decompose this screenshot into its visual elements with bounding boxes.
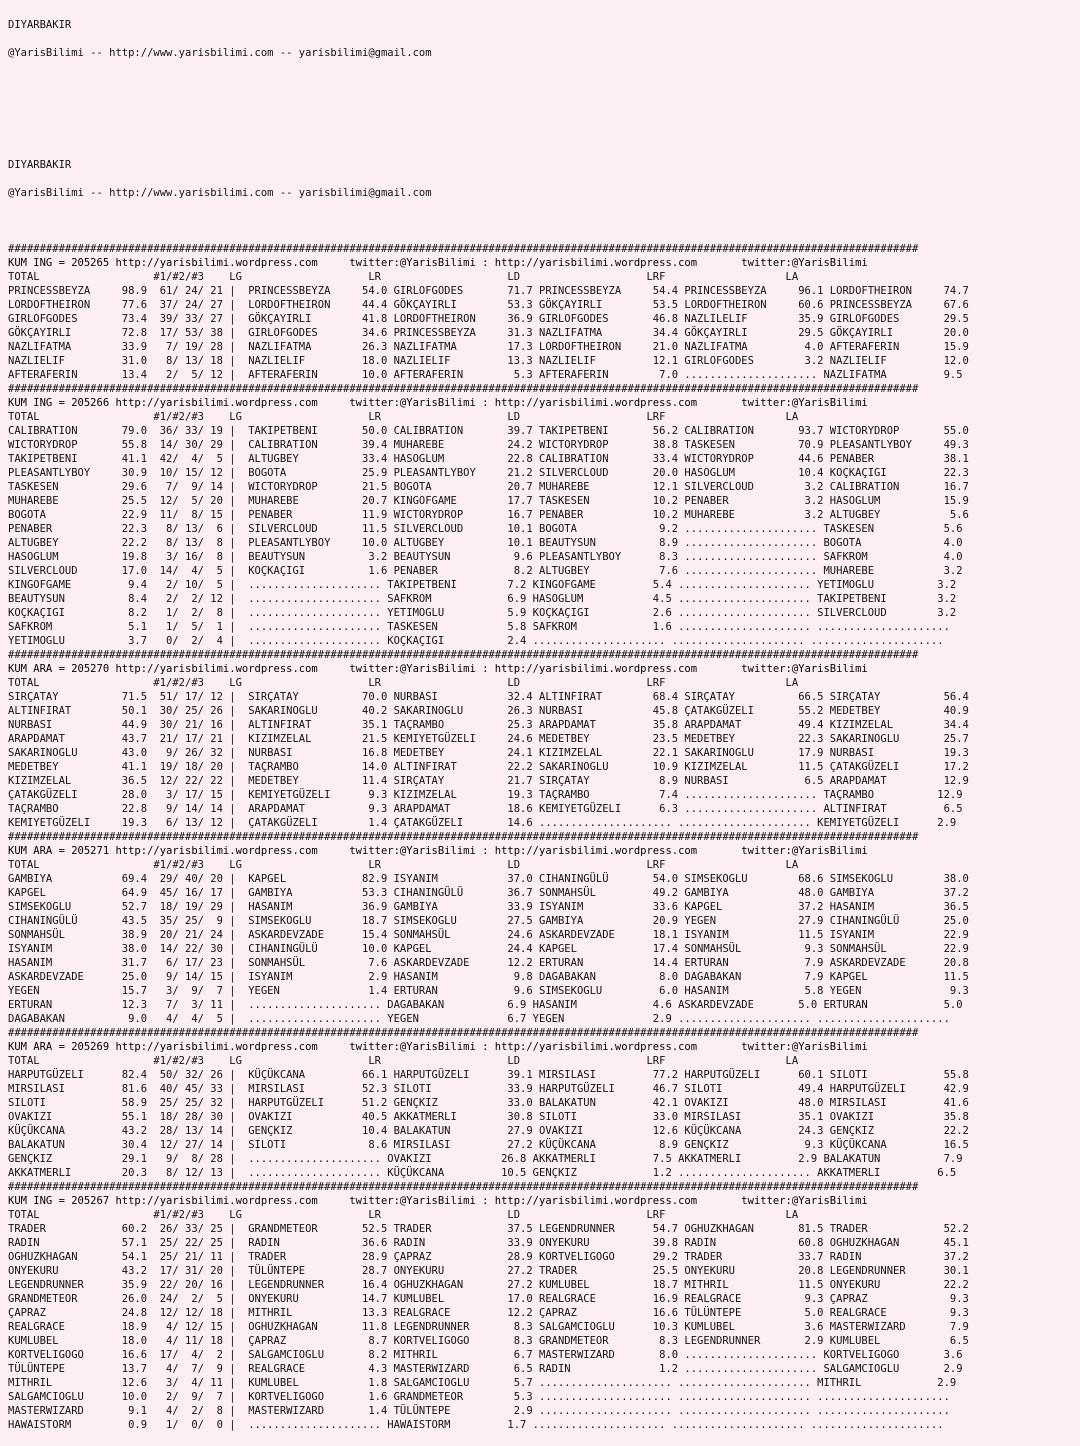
result-row: NAZLIFATMA 33.9 7/ 19/ 28 | NAZLIFATMA 26.3 NAZLIFATMA 17.3 LORDOFTHEIRON 21.0 NAZLIFATMA 4.0 AFTERAFERIN 15.9: [8, 341, 969, 353]
result-row: ONYEKURU 43.2 17/ 31/ 20 | TÜLÜNTEPE 28.7 ONYEKURU 27.2 TRADER 25.5 ONYEKURU 20.8 LEGENDRUNNER 30.1: [8, 1265, 969, 1277]
race-block: [8, 242, 1080, 382]
result-row: MUHAREBE 25.5 12/ 5/ 20 | MUHAREBE 20.7 KINGOFGAME 17.7 TASKESEN 10.2 PENABER 3.2 HASOGLUM 15.9: [8, 495, 969, 507]
blank-line: [8, 130, 1080, 144]
result-row: RADIN 57.1 25/ 22/ 25 | RADIN 36.6 RADIN 33.9 ONYEKURU 39.8 RADIN 60.8 OGHUZKHAGAN 45.1: [8, 1237, 969, 1249]
result-row: TÜLÜNTEPE 13.7 4/ 7/ 9 | REALGRACE 4.3 MASTERWIZARD 6.5 RADIN 1.2 ..................... SALGAMCIOGLU 2.9: [8, 1363, 963, 1375]
result-row: HARPUTGÜZELI 82.4 50/ 32/ 26 | KÜÇÜKCANA 66.1 HARPUTGÜZELI 39.1 MIRSILASI 77.2 HARPUTGÜZELI 60.1 SILOTI 55.8: [8, 1069, 969, 1081]
result-row: TRADER 60.2 26/ 33/ 25 | GRANDMETEOR 52.5 TRADER 37.5 LEGENDRUNNER 54.7 OGHUZKHAGAN 81.5 TRADER 52.2: [8, 1223, 969, 1235]
result-row: ISYANIM 38.0 14/ 22/ 30 | CIHANINGÜLÜ 10.0 KAPGEL 24.4 KAPGEL 17.4 SONMAHSÜL 9.3 SONMAHSÜL 22.9: [8, 943, 969, 955]
result-row: ERTURAN 12.3 7/ 3/ 11 | ..................... DAGABAKAN 6.9 HASANIM 4.6 ASKARDEVZADE 5.0 ERTURAN 5.0: [8, 999, 963, 1011]
result-row: ARAPDAMAT 43.7 21/ 17/ 21 | KIZIMZELAL 21.5 KEMIYETGÜZELI 24.6 MEDETBEY 23.5 MEDETBEY 22.3 SAKARINOGLU 25.7: [8, 733, 969, 745]
column-header: TOTAL #1/#2/#3 LG LR LD LRF LA: [8, 1209, 799, 1221]
result-row: LEGENDRUNNER 35.9 22/ 20/ 16 | LEGENDRUNNER 16.4 OGHUZKHAGAN 27.2 KUMLUBEL 18.7 MITHRIL 11.5 ONYEKURU 22.2: [8, 1279, 969, 1291]
separator-line: ################################################################################################################################################: [8, 831, 919, 843]
column-header: TOTAL #1/#2/#3 LG LR LD LRF LA: [8, 677, 799, 689]
report-subtitle-repeat: @YarisBilimi -- http://www.yarisbilimi.com -- yarisbilimi@gmail.com: [8, 187, 432, 199]
result-row: SIMSEKOGLU 52.7 18/ 19/ 29 | HASANIM 36.9 GAMBIYA 33.9 ISYANIM 33.6 KAPGEL 37.2 HASANIM 36.5: [8, 901, 969, 913]
result-row: CALIBRATION 79.0 36/ 33/ 19 | TAKIPETBENI 50.0 CALIBRATION 39.7 TAKIPETBENI 56.2 CALIBRATION 93.7 WICTORYDROP 55.0: [8, 425, 969, 437]
race-header: KUM ARA = 205270 http://yarisbilimi.wordpress.com twitter:@YarisBilimi : http://yarisbilimi.wordpress.com twitter:@YarisBilimi: [8, 663, 868, 675]
result-row: AKKATMERLI 20.3 8/ 12/ 13 | ..................... KÜÇÜKCANA 10.5 GENÇKIZ 1.2 ..................... AKKATMERLI 6.5: [8, 1167, 957, 1179]
result-row: SIRÇATAY 71.5 51/ 17/ 12 | SIRÇATAY 70.0 NURBASI 32.4 ALTINFIRAT 68.4 SIRÇATAY 66.5 SIRÇATAY 56.4: [8, 691, 969, 703]
separator-line: ################################################################################################################################################: [8, 243, 919, 255]
result-row: BALAKATUN 30.4 12/ 27/ 14 | SILOTI 8.6 MIRSILASI 27.2 KÜÇÜKCANA 8.9 GENÇKIZ 9.3 KÜÇÜKCANA 16.5: [8, 1139, 969, 1151]
result-row: HASOGLUM 19.8 3/ 16/ 8 | BEAUTYSUN 3.2 BEAUTYSUN 9.6 PLEASANTLYBOY 8.3 ..................... SAFKROM 4.0: [8, 551, 963, 563]
result-row: KOÇKAÇIGI 8.2 1/ 2/ 8 | ..................... YETIMOGLU 5.9 KOÇKAÇIGI 2.6 ..................... SILVERCLOUD 3.2: [8, 607, 957, 619]
separator-line: ################################################################################################################################################: [8, 1027, 919, 1039]
report-subtitle: @YarisBilimi -- http://www.yarisbilimi.com -- yarisbilimi@gmail.com: [8, 47, 432, 59]
result-row: BOGOTA 22.9 11/ 8/ 15 | PENABER 11.9 WICTORYDROP 16.7 PENABER 10.2 MUHAREBE 3.2 ALTUGBEY 5.6: [8, 509, 969, 521]
race-block: [8, 1180, 1080, 1432]
result-row: KIZIMZELAL 36.5 12/ 22/ 22 | MEDETBEY 11.4 SIRÇATAY 21.7 SIRÇATAY 8.9 NURBASI 6.5 ARAPDAMAT 12.9: [8, 775, 969, 787]
result-row: TASKESEN 29.6 7/ 9/ 14 | WICTORYDROP 21.5 BOGOTA 20.7 MUHAREBE 12.1 SILVERCLOUD 3.2 CALIBRATION 16.7: [8, 481, 969, 493]
result-row: GÖKÇAYIRLI 72.8 17/ 53/ 38 | GIRLOFGODES 34.6 PRINCESSBEYZA 31.3 NAZLIFATMA 34.4 GÖKÇAYIRLI 29.5 GÖKÇAYIRLI 20.0: [8, 327, 969, 339]
result-row: KINGOFGAME 9.4 2/ 10/ 5 | ..................... TAKIPETBENI 7.2 KINGOFGAME 5.4 ..................... YETIMOGLU 3.2: [8, 579, 957, 591]
result-row: SILOTI 58.9 25/ 25/ 32 | HARPUTGÜZELI 51.2 GENÇKIZ 33.0 BALAKATUN 42.1 OVAKIZI 48.0 MIRSILASI 41.6: [8, 1097, 969, 1109]
result-row: ÇAPRAZ 24.8 12/ 12/ 18 | MITHRIL 13.3 REALGRACE 12.2 ÇAPRAZ 16.6 TÜLÜNTEPE 5.0 REALGRACE 9.3: [8, 1307, 969, 1319]
result-row: WICTORYDROP 55.8 14/ 30/ 29 | CALIBRATION 39.4 MUHAREBE 24.2 WICTORYDROP 38.8 TASKESEN 70.9 PLEASANTLYBOY 49.3: [8, 439, 969, 451]
result-row: YEGEN 15.7 3/ 9/ 7 | YEGEN 1.4 ERTURAN 9.6 SIMSEKOGLU 6.0 HASANIM 5.8 YEGEN 9.3: [8, 985, 969, 997]
result-row: GAMBIYA 69.4 29/ 40/ 20 | KAPGEL 82.9 ISYANIM 37.0 CIHANINGÜLÜ 54.0 SIMSEKOGLU 68.6 SIMSEKOGLU 38.0: [8, 873, 969, 885]
result-row: TAKIPETBENI 41.1 42/ 4/ 5 | ALTUGBEY 33.4 HASOGLUM 22.8 CALIBRATION 33.4 WICTORYDROP 44.6 PENABER 38.1: [8, 453, 969, 465]
result-row: NURBASI 44.9 30/ 21/ 16 | ALTINFIRAT 35.1 TAÇRAMBO 25.3 ARAPDAMAT 35.8 ARAPDAMAT 49.4 KIZIMZELAL 34.4: [8, 719, 969, 731]
result-row: GENÇKIZ 29.1 9/ 8/ 28 | ..................... OVAKIZI 26.8 AKKATMERLI 7.5 AKKATMERLI 2.9 BALAKATUN 7.9: [8, 1153, 963, 1165]
result-row: MASTERWIZARD 9.1 4/ 2/ 8 | MASTERWIZARD 1.4 TÜLÜNTEPE 2.9 ..................... ..................... .....................: [8, 1405, 950, 1417]
race-header: KUM ING = 205267 http://yarisbilimi.wordpress.com twitter:@YarisBilimi : http://yarisbilimi.wordpress.com twitter:@YarisBilimi: [8, 1195, 868, 1207]
result-row: SAKARINOGLU 43.0 9/ 26/ 32 | NURBASI 16.8 MEDETBEY 24.1 KIZIMZELAL 22.1 SAKARINOGLU 17.9 NURBASI 19.3: [8, 747, 969, 759]
result-row: SILVERCLOUD 17.0 14/ 4/ 5 | KOÇKAÇIGI 1.6 PENABER 8.2 ALTUGBEY 7.6 ..................... MUHAREBE 3.2: [8, 565, 963, 577]
result-row: KAPGEL 64.9 45/ 16/ 17 | GAMBIYA 53.3 CIHANINGÜLÜ 36.7 SONMAHSÜL 49.2 GAMBIYA 48.0 GAMBIYA 37.2: [8, 887, 969, 899]
race-block: [8, 1026, 1080, 1180]
race-header: KUM ING = 205266 http://yarisbilimi.wordpress.com twitter:@YarisBilimi : http://yarisbilimi.wordpress.com twitter:@YarisBilimi: [8, 397, 868, 409]
result-row: AFTERAFERIN 13.4 2/ 5/ 12 | AFTERAFERIN 10.0 AFTERAFERIN 5.3 AFTERAFERIN 7.0 ..................... NAZLIFATMA 9.5: [8, 369, 963, 381]
blank-line: [8, 74, 1080, 88]
result-row: MEDETBEY 41.1 19/ 18/ 20 | TAÇRAMBO 14.0 ALTINFIRAT 22.2 SAKARINOGLU 10.9 KIZIMZELAL 11.5 ÇATAKGÜZELI 17.2: [8, 761, 969, 773]
result-row: NAZLIELIF 31.0 8/ 13/ 18 | NAZLIELIF 18.0 NAZLIELIF 13.3 NAZLIELIF 12.1 GIRLOFGODES 3.2 NAZLIELIF 12.0: [8, 355, 969, 367]
race-header: KUM ING = 205265 http://yarisbilimi.wordpress.com twitter:@YarisBilimi : http://yarisbilimi.wordpress.com twitter:@YarisBilimi: [8, 257, 868, 269]
result-row: ALTINFIRAT 50.1 30/ 25/ 26 | SAKARINOGLU 40.2 SAKARINOGLU 26.3 NURBASI 45.8 ÇATAKGÜZELI 55.2 MEDETBEY 40.9: [8, 705, 969, 717]
result-row: LORDOFTHEIRON 77.6 37/ 24/ 27 | LORDOFTHEIRON 44.4 GÖKÇAYIRLI 53.3 GÖKÇAYIRLI 53.5 LORDOFTHEIRON 60.6 PRINCESSBEYZA 67.6: [8, 299, 969, 311]
result-row: HASANIM 31.7 6/ 17/ 23 | SONMAHSÜL 7.6 ASKARDEVZADE 12.2 ERTURAN 14.4 ERTURAN 7.9 ASKARDEVZADE 20.8: [8, 957, 969, 969]
separator-line: ################################################################################################################################################: [8, 383, 919, 395]
race-header: KUM ARA = 205269 http://yarisbilimi.wordpress.com twitter:@YarisBilimi : http://yarisbilimi.wordpress.com twitter:@YarisBilimi: [8, 1041, 868, 1053]
result-row: SAFKROM 5.1 1/ 5/ 1 | ..................... TASKESEN 5.8 SAFKROM 1.6 ..................... .....................: [8, 621, 950, 633]
result-row: GIRLOFGODES 73.4 39/ 33/ 27 | GÖKÇAYIRLI 41.8 LORDOFTHEIRON 36.9 GIRLOFGODES 46.8 NAZLILELIF 35.9 GIRLOFGODES 29.5: [8, 313, 969, 325]
blank-line: [8, 102, 1080, 116]
blank-line: [8, 214, 1080, 228]
column-header: TOTAL #1/#2/#3 LG LR LD LRF LA: [8, 1055, 799, 1067]
result-row: CIHANINGÜLÜ 43.5 35/ 25/ 9 | SIMSEKOGLU 18.7 SIMSEKOGLU 27.5 GAMBIYA 20.9 YEGEN 27.9 CIHANINGÜLÜ 25.0: [8, 915, 969, 927]
result-row: PLEASANTLYBOY 30.9 10/ 15/ 12 | BOGOTA 25.9 PLEASANTLYBOY 21.2 SILVERCLOUD 20.0 HASOGLUM 10.4 KOÇKAÇIGI 22.3: [8, 467, 969, 479]
result-row: ÇATAKGÜZELI 28.0 3/ 17/ 15 | KEMIYETGÜZELI 9.3 KIZIMZELAL 19.3 TAÇRAMBO 7.4 ..................... TAÇRAMBO 12.9: [8, 789, 963, 801]
race-block: [8, 382, 1080, 648]
race-block: [8, 830, 1080, 1026]
report-title-repeat: DIYARBAKIR: [8, 159, 72, 171]
column-header: TOTAL #1/#2/#3 LG LR LD LRF LA: [8, 411, 799, 423]
result-row: TAÇRAMBO 22.8 9/ 14/ 14 | ARAPDAMAT 9.3 ARAPDAMAT 18.6 KEMIYETGÜZELI 6.3 ..................... ALTINFIRAT 6.5: [8, 803, 963, 815]
race-header: KUM ARA = 205271 http://yarisbilimi.wordpress.com twitter:@YarisBilimi : http://yarisbilimi.wordpress.com twitter:@YarisBilimi: [8, 845, 868, 857]
result-row: MITHRIL 12.6 3/ 4/ 11 | KUMLUBEL 1.8 SALGAMCIOGLU 5.7 ..................... ..................... MITHRIL 2.9: [8, 1377, 957, 1389]
separator-line: ################################################################################################################################################: [8, 1181, 919, 1193]
result-row: BEAUTYSUN 8.4 2/ 2/ 12 | ..................... SAFKROM 6.9 HASOGLUM 4.5 ..................... TAKIPETBENI 3.2: [8, 593, 957, 605]
result-row: MIRSILASI 81.6 40/ 45/ 33 | MIRSILASI 52.3 SILOTI 33.9 HARPUTGÜZELI 46.7 SILOTI 49.4 HARPUTGÜZELI 42.9: [8, 1083, 969, 1095]
result-row: KEMIYETGÜZELI 19.3 6/ 13/ 12 | ÇATAKGÜZELI 1.4 ÇATAKGÜZELI 14.6 ..................... ..................... KEMIYETGÜZELI 2.9: [8, 817, 957, 829]
result-row: KORTVELIGOGO 16.6 17/ 4/ 2 | SALGAMCIOGLU 8.2 MITHRIL 6.7 MASTERWIZARD 8.0 ..................... KORTVELIGOGO 3.6: [8, 1349, 963, 1361]
result-row: DAGABAKAN 9.0 4/ 4/ 5 | ..................... YEGEN 6.7 YEGEN 2.9 ..................... .....................: [8, 1013, 950, 1025]
result-row: HAWAISTORM 0.9 1/ 0/ 0 | ..................... HAWAISTORM 1.7 ..................... ..................... .....................: [8, 1419, 944, 1431]
report-title: DIYARBAKIR: [8, 19, 72, 31]
result-row: OGHUZKHAGAN 54.1 25/ 21/ 11 | TRADER 28.9 ÇAPRAZ 28.9 KORTVELIGOGO 29.2 TRADER 33.7 RADIN 37.2: [8, 1251, 969, 1263]
result-row: ASKARDEVZADE 25.0 9/ 14/ 15 | ISYANIM 2.9 HASANIM 9.8 DAGABAKAN 8.0 DAGABAKAN 7.9 KAPGEL 11.5: [8, 971, 969, 983]
result-row: SONMAHSÜL 38.9 20/ 21/ 24 | ASKARDEVZADE 15.4 SONMAHSÜL 24.6 ASKARDEVZADE 18.1 ISYANIM 11.5 ISYANIM 22.9: [8, 929, 969, 941]
result-row: KÜÇÜKCANA 43.2 28/ 13/ 14 | GENÇKIZ 10.4 BALAKATUN 27.9 OVAKIZI 12.6 KÜÇÜKCANA 24.3 GENÇKIZ 22.2: [8, 1125, 969, 1137]
result-row: YETIMOGLU 3.7 0/ 2/ 4 | ..................... KOÇKAÇIGI 2.4 ..................... ..................... .....................: [8, 635, 944, 647]
result-row: PRINCESSBEYZA 98.9 61/ 24/ 21 | PRINCESSBEYZA 54.0 GIRLOFGODES 71.7 PRINCESSBEYZA 54.4 PRINCESSBEYZA 96.1 LORDOFTHEIRON 74.7: [8, 285, 969, 297]
result-row: PENABER 22.3 8/ 13/ 6 | SILVERCLOUD 11.5 SILVERCLOUD 10.1 BOGOTA 9.2 ..................... TASKESEN 5.6: [8, 523, 963, 535]
result-row: SALGAMCIOGLU 10.0 2/ 9/ 7 | KORTVELIGOGO 1.6 GRANDMETEOR 5.3 ..................... ..................... .....................: [8, 1391, 950, 1403]
column-header: TOTAL #1/#2/#3 LG LR LD LRF LA: [8, 271, 799, 283]
races-container: [8, 242, 1080, 1432]
result-row: GRANDMETEOR 26.0 24/ 2/ 5 | ONYEKURU 14.7 KUMLUBEL 17.0 REALGRACE 16.9 REALGRACE 9.3 ÇAPRAZ 9.3: [8, 1293, 969, 1305]
race-block: [8, 648, 1080, 830]
column-header: TOTAL #1/#2/#3 LG LR LD LRF LA: [8, 859, 799, 871]
result-row: ALTUGBEY 22.2 8/ 13/ 8 | PLEASANTLYBOY 10.0 ALTUGBEY 10.1 BEAUTYSUN 8.9 ..................... BOGOTA 4.0: [8, 537, 963, 549]
result-row: REALGRACE 18.9 4/ 12/ 15 | OGHUZKHAGAN 11.8 LEGENDRUNNER 8.3 SALGAMCIOGLU 10.3 KUMLUBEL 3.6 MASTERWIZARD 7.9: [8, 1321, 969, 1333]
result-row: KUMLUBEL 18.0 4/ 11/ 18 | ÇAPRAZ 8.7 KORTVELIGOGO 8.3 GRANDMETEOR 8.3 LEGENDRUNNER 2.9 KUMLUBEL 6.5: [8, 1335, 969, 1347]
separator-line: ################################################################################################################################################: [8, 649, 919, 661]
result-row: OVAKIZI 55.1 18/ 28/ 30 | OVAKIZI 40.5 AKKATMERLI 30.8 SILOTI 33.0 MIRSILASI 35.1 OVAKIZI 35.8: [8, 1111, 969, 1123]
